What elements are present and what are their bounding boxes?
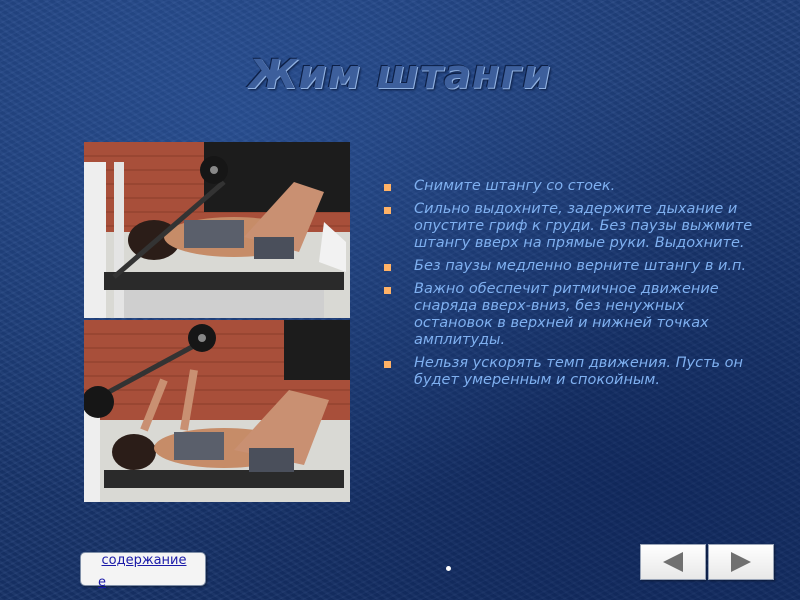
next-slide-button[interactable] [708,544,774,580]
bullet-text: Важно обеспечит ритмичное движение снаряда вверх-вниз, без ненужных остановок в верхней и нижней точках амплитуды. [414,281,719,348]
instruction-list [384,178,764,395]
bench-press-photo-bottom [84,320,350,502]
bullet-marker-icon [384,184,391,191]
bullet-marker-icon [384,264,391,271]
contents-link[interactable]: содержание [101,553,187,568]
contents-button[interactable] [80,552,206,590]
list-item [384,355,764,389]
bench-press-photo-top [84,142,350,318]
bullet-marker-icon [384,207,391,214]
slide-title: Жим штанги [248,52,552,98]
triangle-right-icon [729,552,753,572]
list-item [384,258,764,275]
bullet-text: Нельзя ускорять темп движения. Пусть он будет умеренным и спокойным. [414,355,744,388]
list-item [384,201,764,252]
bullet-text: Без паузы медленно верните штангу в и.п. [414,258,747,274]
bullet-text: Снимите штангу со стоек. [414,178,616,194]
list-item [384,281,764,349]
bullet-marker-icon [384,287,391,294]
contents-link-overflow[interactable]: е [98,575,106,590]
previous-slide-button[interactable] [640,544,706,580]
triangle-left-icon [661,552,685,572]
bullet-text: Сильно выдохните, задержите дыхание и опустите гриф к груди. Без паузы выжмите штангу вверх на прямые руки. Выдохните. [414,201,753,251]
bullet-marker-icon [384,361,391,368]
slide-dot [446,566,451,571]
list-item [384,178,764,195]
